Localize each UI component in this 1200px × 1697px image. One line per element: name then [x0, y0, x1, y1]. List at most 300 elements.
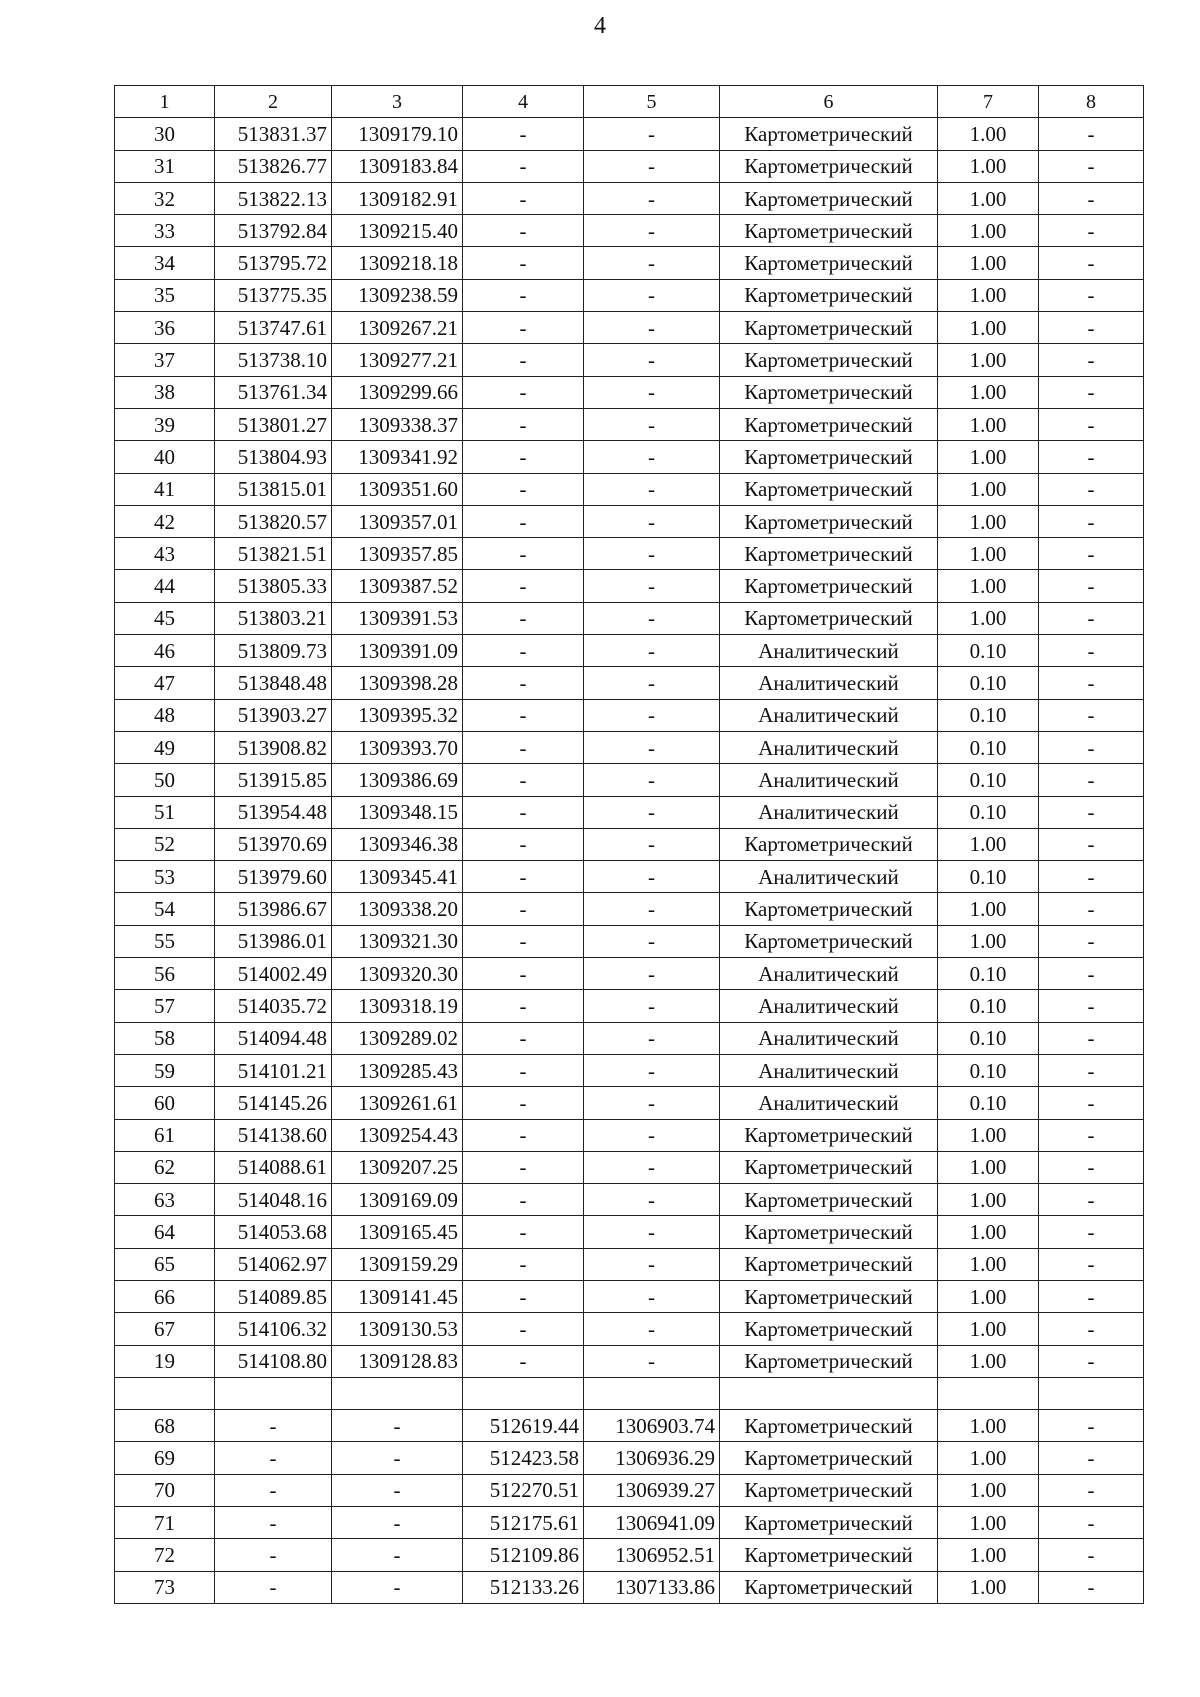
header-cell: 8 — [1039, 86, 1144, 118]
description-cell: - — [1039, 1345, 1144, 1377]
point-number-cell: 47 — [115, 667, 215, 699]
y-existing-cell: 1309320.30 — [332, 958, 463, 990]
method-cell: Картометрический — [720, 1571, 938, 1603]
method-cell: Картометрический — [720, 215, 938, 247]
x-existing-cell: 514062.97 — [215, 1248, 332, 1280]
table-row — [115, 441, 1144, 473]
method-cell: Картометрический — [720, 1184, 938, 1216]
method-cell: Аналитический — [720, 764, 938, 796]
header-cell: 5 — [584, 86, 720, 118]
point-number-cell: 43 — [115, 538, 215, 570]
x-new-cell: - — [463, 182, 584, 214]
description-cell: - — [1039, 1184, 1144, 1216]
header-cell: 3 — [332, 86, 463, 118]
y-new-cell: - — [584, 344, 720, 376]
description-cell: - — [1039, 408, 1144, 440]
y-existing-cell: 1309393.70 — [332, 731, 463, 763]
description-cell: - — [1039, 182, 1144, 214]
accuracy-cell: 0.10 — [938, 796, 1039, 828]
header-cell: 4 — [463, 86, 584, 118]
x-existing-cell: - — [215, 1442, 332, 1474]
x-new-cell: - — [463, 893, 584, 925]
x-new-cell: - — [463, 1022, 584, 1054]
description-cell: - — [1039, 247, 1144, 279]
accuracy-cell: 1.00 — [938, 893, 1039, 925]
header-cell: 6 — [720, 86, 938, 118]
method-cell: Картометрический — [720, 925, 938, 957]
y-new-cell: - — [584, 1119, 720, 1151]
description-cell: - — [1039, 1571, 1144, 1603]
x-existing-cell: - — [215, 1474, 332, 1506]
point-number-cell: 54 — [115, 893, 215, 925]
y-new-cell: - — [584, 1054, 720, 1086]
table-row — [115, 1507, 1144, 1539]
x-existing-cell: 514035.72 — [215, 990, 332, 1022]
point-number-cell: 19 — [115, 1345, 215, 1377]
table-row — [115, 990, 1144, 1022]
y-existing-cell — [332, 1377, 463, 1409]
point-number-cell: 71 — [115, 1507, 215, 1539]
x-new-cell: - — [463, 1280, 584, 1312]
y-existing-cell: 1309159.29 — [332, 1248, 463, 1280]
accuracy-cell: 1.00 — [938, 1539, 1039, 1571]
x-existing-cell: 513986.01 — [215, 925, 332, 957]
method-cell: Аналитический — [720, 699, 938, 731]
y-existing-cell: 1309387.52 — [332, 570, 463, 602]
y-new-cell: - — [584, 473, 720, 505]
point-number-cell: 52 — [115, 828, 215, 860]
description-cell: - — [1039, 505, 1144, 537]
x-existing-cell: 514048.16 — [215, 1184, 332, 1216]
description-cell: - — [1039, 958, 1144, 990]
accuracy-cell: 1.00 — [938, 118, 1039, 150]
method-cell: Аналитический — [720, 1087, 938, 1119]
y-existing-cell: 1309357.01 — [332, 505, 463, 537]
y-new-cell: 1306952.51 — [584, 1539, 720, 1571]
x-existing-cell — [215, 1377, 332, 1409]
table-row — [115, 635, 1144, 667]
method-cell: Аналитический — [720, 990, 938, 1022]
y-existing-cell: 1309357.85 — [332, 538, 463, 570]
method-cell: Картометрический — [720, 1313, 938, 1345]
y-existing-cell: 1309346.38 — [332, 828, 463, 860]
y-new-cell: - — [584, 796, 720, 828]
x-new-cell: - — [463, 925, 584, 957]
point-number-cell: 39 — [115, 408, 215, 440]
x-existing-cell: 513826.77 — [215, 150, 332, 182]
y-new-cell: - — [584, 150, 720, 182]
y-existing-cell: - — [332, 1474, 463, 1506]
table-row — [115, 215, 1144, 247]
table-row — [115, 1087, 1144, 1119]
x-new-cell: - — [463, 667, 584, 699]
method-cell: Картометрический — [720, 538, 938, 570]
table-row — [115, 1571, 1144, 1603]
y-new-cell: - — [584, 1216, 720, 1248]
method-cell: Картометрический — [720, 182, 938, 214]
description-cell: - — [1039, 473, 1144, 505]
y-new-cell: - — [584, 1022, 720, 1054]
accuracy-cell: 1.00 — [938, 1345, 1039, 1377]
accuracy-cell: 0.10 — [938, 1022, 1039, 1054]
point-number-cell: 60 — [115, 1087, 215, 1119]
y-existing-cell: 1309318.19 — [332, 990, 463, 1022]
description-cell: - — [1039, 764, 1144, 796]
table-row — [115, 1022, 1144, 1054]
y-new-cell: - — [584, 635, 720, 667]
point-number-cell: 57 — [115, 990, 215, 1022]
y-existing-cell: 1309254.43 — [332, 1119, 463, 1151]
x-new-cell: - — [463, 344, 584, 376]
table-row — [115, 247, 1144, 279]
y-existing-cell: 1309207.25 — [332, 1151, 463, 1183]
x-existing-cell: 513821.51 — [215, 538, 332, 570]
y-existing-cell: 1309391.53 — [332, 602, 463, 634]
accuracy-cell: 0.10 — [938, 699, 1039, 731]
accuracy-cell: 1.00 — [938, 602, 1039, 634]
x-new-cell: - — [463, 247, 584, 279]
method-cell: Картометрический — [720, 1345, 938, 1377]
y-new-cell: 1306941.09 — [584, 1507, 720, 1539]
y-new-cell: - — [584, 118, 720, 150]
x-new-cell: 512270.51 — [463, 1474, 584, 1506]
y-existing-cell: 1309338.20 — [332, 893, 463, 925]
description-cell: - — [1039, 861, 1144, 893]
y-new-cell: - — [584, 861, 720, 893]
point-number-cell: 44 — [115, 570, 215, 602]
description-cell: - — [1039, 150, 1144, 182]
y-new-cell: - — [584, 925, 720, 957]
point-number-cell: 59 — [115, 1054, 215, 1086]
table-row — [115, 602, 1144, 634]
table-row — [115, 1410, 1144, 1442]
description-cell: - — [1039, 731, 1144, 763]
y-new-cell: - — [584, 828, 720, 860]
y-new-cell: - — [584, 182, 720, 214]
table-row — [115, 699, 1144, 731]
accuracy-cell: 1.00 — [938, 1184, 1039, 1216]
description-cell — [1039, 1377, 1144, 1409]
method-cell: Картометрический — [720, 1280, 938, 1312]
x-new-cell: - — [463, 764, 584, 796]
x-existing-cell: 514138.60 — [215, 1119, 332, 1151]
table-row — [115, 408, 1144, 440]
accuracy-cell: 1.00 — [938, 1216, 1039, 1248]
description-cell: - — [1039, 1410, 1144, 1442]
point-number-cell: 65 — [115, 1248, 215, 1280]
x-existing-cell: 513792.84 — [215, 215, 332, 247]
table-row — [115, 376, 1144, 408]
y-new-cell: - — [584, 699, 720, 731]
method-cell: Картометрический — [720, 279, 938, 311]
description-cell: - — [1039, 1313, 1144, 1345]
point-number-cell: 72 — [115, 1539, 215, 1571]
x-existing-cell: 514108.80 — [215, 1345, 332, 1377]
y-existing-cell: 1309285.43 — [332, 1054, 463, 1086]
x-new-cell: - — [463, 861, 584, 893]
method-cell: Аналитический — [720, 731, 938, 763]
point-number-cell: 68 — [115, 1410, 215, 1442]
x-existing-cell: 513815.01 — [215, 473, 332, 505]
y-new-cell: - — [584, 731, 720, 763]
y-new-cell: - — [584, 602, 720, 634]
table-row — [115, 1151, 1144, 1183]
table-row — [115, 118, 1144, 150]
accuracy-cell: 0.10 — [938, 764, 1039, 796]
x-new-cell: - — [463, 635, 584, 667]
method-cell: Картометрический — [720, 1216, 938, 1248]
method-cell: Аналитический — [720, 796, 938, 828]
method-cell: Картометрический — [720, 1507, 938, 1539]
accuracy-cell: 1.00 — [938, 570, 1039, 602]
table-row — [115, 1280, 1144, 1312]
description-cell: - — [1039, 118, 1144, 150]
table-row — [115, 667, 1144, 699]
y-new-cell: 1306936.29 — [584, 1442, 720, 1474]
table-row — [115, 182, 1144, 214]
accuracy-cell: 1.00 — [938, 247, 1039, 279]
table-row — [115, 828, 1144, 860]
table-row — [115, 861, 1144, 893]
accuracy-cell: 0.10 — [938, 1054, 1039, 1086]
y-new-cell: - — [584, 247, 720, 279]
point-number-cell: 41 — [115, 473, 215, 505]
table-row — [115, 731, 1144, 763]
x-new-cell: - — [463, 570, 584, 602]
point-number-cell: 50 — [115, 764, 215, 796]
table-row — [115, 1248, 1144, 1280]
x-existing-cell: 513915.85 — [215, 764, 332, 796]
y-new-cell: - — [584, 1248, 720, 1280]
table-row — [115, 473, 1144, 505]
x-existing-cell: 514106.32 — [215, 1313, 332, 1345]
x-existing-cell: 513804.93 — [215, 441, 332, 473]
y-new-cell: - — [584, 1345, 720, 1377]
x-existing-cell: - — [215, 1571, 332, 1603]
y-new-cell: 1306939.27 — [584, 1474, 720, 1506]
method-cell: Картометрический — [720, 505, 938, 537]
y-existing-cell: 1309321.30 — [332, 925, 463, 957]
table-row — [115, 1054, 1144, 1086]
accuracy-cell: 0.10 — [938, 1087, 1039, 1119]
table-row — [115, 958, 1144, 990]
y-existing-cell: 1309299.66 — [332, 376, 463, 408]
accuracy-cell: 1.00 — [938, 1119, 1039, 1151]
description-cell: - — [1039, 667, 1144, 699]
point-number-cell — [115, 1377, 215, 1409]
method-cell: Картометрический — [720, 247, 938, 279]
accuracy-cell: 1.00 — [938, 1248, 1039, 1280]
y-existing-cell: - — [332, 1507, 463, 1539]
x-existing-cell: 514089.85 — [215, 1280, 332, 1312]
x-new-cell: 512423.58 — [463, 1442, 584, 1474]
table-row — [115, 1345, 1144, 1377]
x-new-cell: - — [463, 731, 584, 763]
accuracy-cell: 1.00 — [938, 344, 1039, 376]
x-existing-cell: 513775.35 — [215, 279, 332, 311]
point-number-cell: 34 — [115, 247, 215, 279]
y-existing-cell: - — [332, 1539, 463, 1571]
y-existing-cell: 1309277.21 — [332, 344, 463, 376]
table-row — [115, 279, 1144, 311]
description-cell: - — [1039, 925, 1144, 957]
point-number-cell: 63 — [115, 1184, 215, 1216]
accuracy-cell: 0.10 — [938, 958, 1039, 990]
x-existing-cell: 514088.61 — [215, 1151, 332, 1183]
x-new-cell: 512133.26 — [463, 1571, 584, 1603]
method-cell: Картометрический — [720, 1442, 938, 1474]
description-cell: - — [1039, 344, 1144, 376]
table-row — [115, 505, 1144, 537]
y-new-cell: - — [584, 279, 720, 311]
x-existing-cell: 514101.21 — [215, 1054, 332, 1086]
y-existing-cell: 1309289.02 — [332, 1022, 463, 1054]
method-cell: Картометрический — [720, 828, 938, 860]
y-existing-cell: 1309338.37 — [332, 408, 463, 440]
y-new-cell: - — [584, 1151, 720, 1183]
coordinates-table — [114, 85, 1144, 1604]
x-new-cell: - — [463, 602, 584, 634]
method-cell: Картометрический — [720, 893, 938, 925]
table-header-row — [115, 86, 1144, 118]
y-existing-cell: 1309398.28 — [332, 667, 463, 699]
point-number-cell: 62 — [115, 1151, 215, 1183]
method-cell: Картометрический — [720, 570, 938, 602]
accuracy-cell: 1.00 — [938, 1280, 1039, 1312]
y-existing-cell: 1309130.53 — [332, 1313, 463, 1345]
x-new-cell: - — [463, 118, 584, 150]
y-new-cell: - — [584, 667, 720, 699]
accuracy-cell: 1.00 — [938, 1151, 1039, 1183]
table-row — [115, 764, 1144, 796]
y-existing-cell: 1309395.32 — [332, 699, 463, 731]
point-number-cell: 35 — [115, 279, 215, 311]
y-existing-cell: 1309215.40 — [332, 215, 463, 247]
y-existing-cell: 1309169.09 — [332, 1184, 463, 1216]
description-cell: - — [1039, 699, 1144, 731]
x-existing-cell: 513903.27 — [215, 699, 332, 731]
accuracy-cell: 1.00 — [938, 312, 1039, 344]
description-cell: - — [1039, 1474, 1144, 1506]
method-cell: Картометрический — [720, 1474, 938, 1506]
description-cell: - — [1039, 828, 1144, 860]
table-row — [115, 570, 1144, 602]
description-cell: - — [1039, 990, 1144, 1022]
x-new-cell: - — [463, 408, 584, 440]
method-cell: Картометрический — [720, 1151, 938, 1183]
x-existing-cell: 514002.49 — [215, 958, 332, 990]
y-existing-cell: 1309165.45 — [332, 1216, 463, 1248]
description-cell: - — [1039, 1539, 1144, 1571]
y-existing-cell: - — [332, 1410, 463, 1442]
accuracy-cell: 1.00 — [938, 182, 1039, 214]
method-cell: Картометрический — [720, 1248, 938, 1280]
point-number-cell: 61 — [115, 1119, 215, 1151]
x-new-cell: - — [463, 1313, 584, 1345]
header-cell: 1 — [115, 86, 215, 118]
y-new-cell: - — [584, 1313, 720, 1345]
accuracy-cell: 1.00 — [938, 538, 1039, 570]
y-existing-cell: 1309351.60 — [332, 473, 463, 505]
y-new-cell: - — [584, 570, 720, 602]
method-cell: Картометрический — [720, 344, 938, 376]
accuracy-cell: 1.00 — [938, 215, 1039, 247]
point-number-cell: 48 — [115, 699, 215, 731]
y-existing-cell: 1309128.83 — [332, 1345, 463, 1377]
point-number-cell: 53 — [115, 861, 215, 893]
x-existing-cell: - — [215, 1410, 332, 1442]
x-new-cell: - — [463, 958, 584, 990]
x-existing-cell: 514053.68 — [215, 1216, 332, 1248]
y-existing-cell: - — [332, 1442, 463, 1474]
x-new-cell: - — [463, 1151, 584, 1183]
accuracy-cell: 1.00 — [938, 1442, 1039, 1474]
y-new-cell: - — [584, 408, 720, 440]
x-existing-cell: 513970.69 — [215, 828, 332, 860]
point-number-cell: 33 — [115, 215, 215, 247]
x-new-cell: - — [463, 215, 584, 247]
table-row — [115, 312, 1144, 344]
y-new-cell: - — [584, 1280, 720, 1312]
description-cell: - — [1039, 538, 1144, 570]
y-new-cell: - — [584, 376, 720, 408]
x-existing-cell: 513738.10 — [215, 344, 332, 376]
x-existing-cell: 513820.57 — [215, 505, 332, 537]
y-new-cell: 1306903.74 — [584, 1410, 720, 1442]
x-new-cell: - — [463, 1054, 584, 1086]
x-existing-cell: 513801.27 — [215, 408, 332, 440]
point-number-cell: 37 — [115, 344, 215, 376]
accuracy-cell — [938, 1377, 1039, 1409]
description-cell: - — [1039, 1280, 1144, 1312]
x-new-cell: 512175.61 — [463, 1507, 584, 1539]
y-new-cell: - — [584, 958, 720, 990]
x-new-cell: - — [463, 505, 584, 537]
x-existing-cell: - — [215, 1507, 332, 1539]
x-new-cell: - — [463, 279, 584, 311]
x-new-cell: - — [463, 796, 584, 828]
accuracy-cell: 0.10 — [938, 635, 1039, 667]
y-existing-cell: 1309261.61 — [332, 1087, 463, 1119]
point-number-cell: 67 — [115, 1313, 215, 1345]
point-number-cell: 73 — [115, 1571, 215, 1603]
table-row — [115, 796, 1144, 828]
method-cell: Картометрический — [720, 1119, 938, 1151]
method-cell: Аналитический — [720, 958, 938, 990]
description-cell: - — [1039, 570, 1144, 602]
point-number-cell: 30 — [115, 118, 215, 150]
accuracy-cell: 1.00 — [938, 408, 1039, 440]
method-cell: Аналитический — [720, 667, 938, 699]
point-number-cell: 64 — [115, 1216, 215, 1248]
x-new-cell: - — [463, 699, 584, 731]
table-row — [115, 1184, 1144, 1216]
y-new-cell: - — [584, 764, 720, 796]
x-existing-cell: 513809.73 — [215, 635, 332, 667]
accuracy-cell: 1.00 — [938, 1313, 1039, 1345]
x-new-cell — [463, 1377, 584, 1409]
y-existing-cell: 1309267.21 — [332, 312, 463, 344]
x-new-cell: - — [463, 1184, 584, 1216]
x-new-cell: 512619.44 — [463, 1410, 584, 1442]
accuracy-cell: 0.10 — [938, 861, 1039, 893]
point-number-cell: 42 — [115, 505, 215, 537]
y-existing-cell: 1309238.59 — [332, 279, 463, 311]
point-number-cell: 46 — [115, 635, 215, 667]
method-cell: Аналитический — [720, 861, 938, 893]
y-existing-cell: 1309183.84 — [332, 150, 463, 182]
y-existing-cell: 1309179.10 — [332, 118, 463, 150]
